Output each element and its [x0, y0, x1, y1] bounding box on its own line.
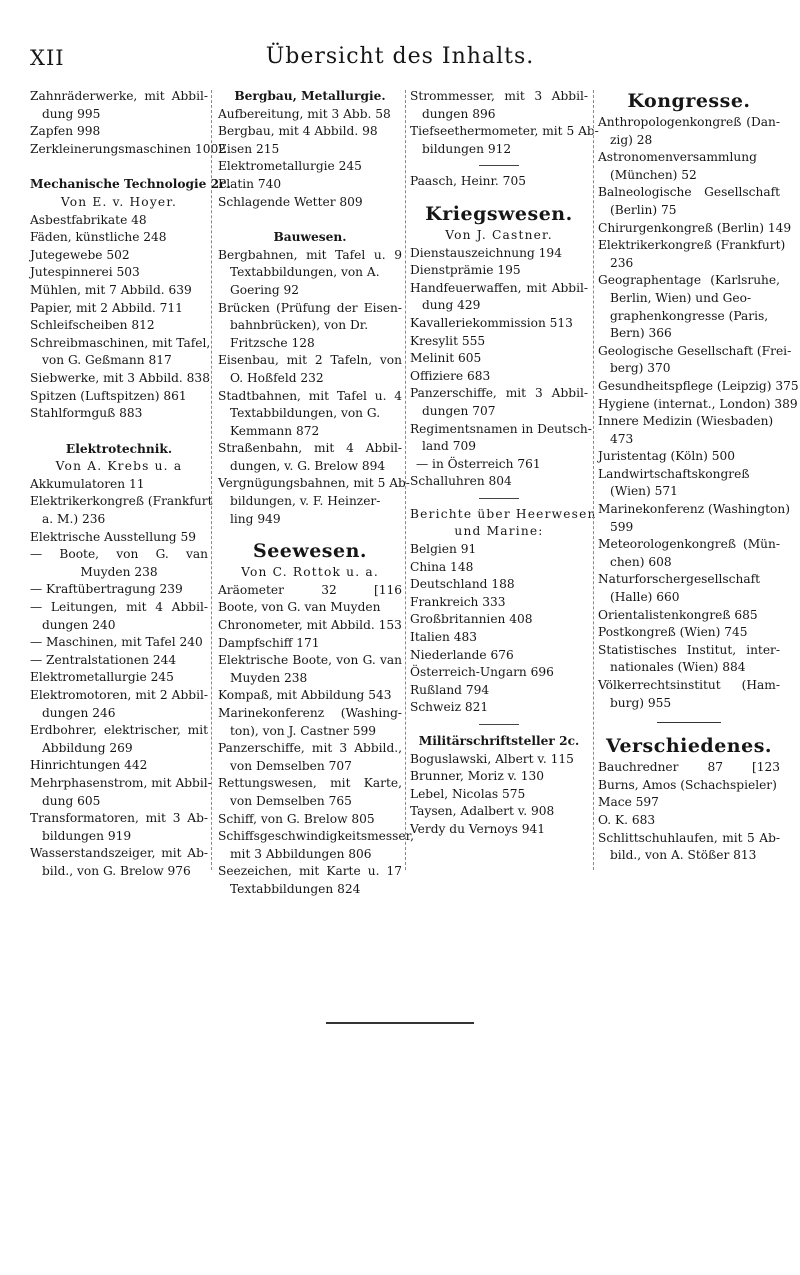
- index-entry: Paasch, Heinr. 705: [410, 174, 526, 189]
- index-entry: Innere Medizin (Wiesbaden): [598, 414, 774, 429]
- index-entry-continuation: Bern) 366: [610, 326, 672, 341]
- index-entry: Boguslawski, Albert v. 115: [410, 751, 574, 766]
- index-entry-continuation: 236: [610, 255, 634, 270]
- index-entry: Panzerschiffe, mit 3 Abbil-: [410, 386, 588, 401]
- index-entry: Schweiz 821: [410, 700, 489, 715]
- index-entry: Straßenbahn, mit 4 Abbil-: [218, 441, 402, 456]
- index-entry-continuation: bahnbrücken), von Dr.: [230, 318, 369, 333]
- index-entry: Landwirtschaftskongreß: [598, 466, 750, 481]
- index-entry: Schiffsgeschwindigkeitsmesser,: [218, 829, 414, 844]
- page-title: Übersicht des Inhalts.: [265, 44, 535, 69]
- spacer: [30, 423, 208, 433]
- index-entry-continuation: nationales (Wien) 884: [610, 660, 746, 675]
- section-heading-large: Verschiedenes.: [605, 735, 773, 758]
- spacer: [30, 158, 208, 168]
- index-entry-continuation: berg) 370: [610, 361, 671, 376]
- index-entry: Balneologische Gesellschaft: [598, 185, 780, 200]
- section-author: und Marine:: [454, 524, 544, 539]
- section-rule: [479, 165, 519, 166]
- index-entry: Marinekonferenz (Washing-: [218, 706, 402, 720]
- index-entry-continuation: graphenkongresse (Paris,: [610, 308, 769, 323]
- index-entry-continuation: burg) 955: [610, 695, 672, 710]
- index-entry: Elektrikerkongreß (Frankfurt: [30, 494, 213, 509]
- index-entry: Mühlen, mit 7 Abbild. 639: [30, 282, 192, 297]
- index-entry-continuation: dungen 240: [42, 617, 116, 632]
- index-entry: Aräometer 32 [116: [218, 582, 402, 597]
- index-entry: Akkumulatoren 11: [30, 476, 145, 491]
- index-entry: Elektrometallurgie 245: [218, 159, 362, 174]
- index-entry: Schalluhren 804: [410, 474, 512, 489]
- section-heading: Bauwesen.: [273, 230, 347, 245]
- index-entry: Boote, von G. van Muyden: [218, 600, 381, 615]
- index-entry: Brücken (Prüfung der Eisen-: [218, 300, 402, 315]
- index-entry: Schiff, von G. Brelow 805: [218, 811, 375, 826]
- section-rule: [479, 724, 519, 725]
- index-entry: Schreibmaschinen, mit Tafel,: [30, 335, 211, 350]
- index-entry: Meteorologenkongreß (Mün-: [598, 537, 780, 552]
- index-entry: Bergbahnen, mit Tafel u. 9: [218, 247, 402, 262]
- index-entry: Dienstauszeichnung 194: [410, 245, 562, 260]
- index-entry: Papier, mit 2 Abbild. 711: [30, 300, 183, 315]
- index-entry-continuation: ton), von J. Castner 599: [230, 723, 376, 738]
- index-entry: Geographentage (Karlsruhe,: [598, 273, 780, 288]
- index-entry: Jutespinnerei 503: [30, 265, 140, 280]
- index-entry: Geologische Gesellschaft (Frei-: [598, 343, 792, 358]
- index-entry-continuation: Muyden 238: [230, 670, 308, 685]
- section-heading: Mechanische Technologie 2c.: [30, 177, 231, 192]
- index-entry: Tiefseethermometer, mit 5 Ab-: [410, 124, 599, 139]
- index-entry-continuation: chen) 608: [610, 554, 672, 569]
- spacer: [410, 191, 588, 201]
- index-entry: Elektrikerkongreß (Frankfurt): [598, 238, 786, 253]
- section-author: Von C. Rottok u. a.: [241, 565, 379, 580]
- index-entry: — Kraftübertragung 239: [30, 582, 183, 597]
- index-entry-continuation: Berlin, Wien) und Geo-: [610, 290, 752, 305]
- index-entry: Seezeichen, mit Karte u. 17: [218, 864, 402, 879]
- index-entry: Aufbereitung, mit 3 Abb. 58: [218, 106, 391, 121]
- index-entry-continuation: von Demselben 765: [230, 793, 352, 808]
- index-entry: Platin 740: [218, 176, 282, 191]
- index-entry: Asbestfabrikate 48: [30, 212, 147, 227]
- index-entry: Zahnräderwerke, mit Abbil-: [30, 89, 208, 103]
- index-entry: O. K. 683: [598, 812, 656, 827]
- section-author: Von E. v. Hoyer.: [60, 194, 178, 209]
- section-rule: [657, 722, 721, 723]
- index-entry-continuation: Fritzsche 128: [230, 335, 315, 350]
- index-entry-continuation: land 709: [422, 439, 476, 454]
- index-entry: Chirurgenkongreß (Berlin) 149: [598, 220, 792, 235]
- index-entry: Schlagende Wetter 809: [218, 194, 363, 209]
- index-entry: Großbritannien 408: [410, 612, 533, 627]
- index-entry: Brunner, Moriz v. 130: [410, 769, 545, 784]
- index-entry: Kresylit 555: [410, 333, 486, 348]
- index-entry: Fäden, künstliche 248: [30, 230, 167, 245]
- end-rule: [326, 1022, 474, 1024]
- index-entry-continuation: Textabbildungen, von G.: [230, 406, 381, 421]
- index-entry: Statistisches Institut, inter-: [598, 642, 780, 657]
- index-entry: Wasserstandszeiger, mit Ab-: [30, 846, 208, 861]
- index-entry: — Zentralstationen 244: [30, 652, 177, 667]
- index-subentry: — in Österreich 761: [416, 456, 541, 471]
- index-entry: — Leitungen, mit 4 Abbil-: [30, 600, 208, 615]
- index-entry: Dampfschiff 171: [218, 635, 320, 650]
- index-entry-continuation: dungen, v. G. Brelow 894: [230, 458, 386, 473]
- index-entry: Bergbau, mit 4 Abbild. 98: [218, 124, 378, 139]
- index-column-3: [410, 88, 599, 839]
- index-entry: Niederlande 676: [410, 647, 514, 662]
- index-entry: Erdbohrer, elektrischer, mit: [30, 723, 208, 738]
- index-entry-continuation: O. Hoßfeld 232: [230, 370, 324, 385]
- index-entry: Eisen 215: [218, 141, 280, 156]
- index-entry: Stadtbahnen, mit Tafel u. 4: [218, 388, 402, 403]
- index-entry: Panzerschiffe, mit 3 Abbild.,: [218, 741, 402, 756]
- index-entry-continuation: mit 3 Abbildungen 806: [230, 846, 372, 861]
- index-entry: Lebel, Nicolas 575: [410, 786, 526, 801]
- index-entry: Zapfen 998: [30, 124, 101, 139]
- index-entry-continuation: Textabbildungen 824: [230, 881, 361, 896]
- index-entry: Italien 483: [410, 630, 477, 645]
- index-entry: Kavalleriekommission 513: [410, 315, 573, 330]
- index-entry: China 148: [410, 559, 474, 574]
- index-entry: Belgien 91: [410, 542, 477, 557]
- section-heading: Bergbau, Metallurgie.: [234, 89, 386, 103]
- index-entry-continuation: dung 429: [422, 298, 481, 313]
- index-entry: Deutschland 188: [410, 577, 515, 592]
- column-divider: [211, 90, 212, 870]
- index-entry-continuation: von Demselben 707: [230, 758, 352, 773]
- index-entry-continuation: dungen 707: [422, 403, 496, 418]
- index-entry: Rettungswesen, mit Karte,: [218, 776, 402, 791]
- page-number: XII: [30, 46, 65, 70]
- column-divider: [405, 90, 406, 870]
- index-entry-continuation: Kemmann 872: [230, 423, 320, 438]
- index-entry: Naturforschergesellschaft: [598, 572, 761, 587]
- index-entry: Melinit 605: [410, 351, 482, 366]
- index-entry: Elektrische Boote, von G. van: [218, 653, 402, 668]
- index-entry: Österreich-Ungarn 696: [410, 665, 554, 680]
- index-column-4: [598, 88, 799, 865]
- index-entry: Hinrichtungen 442: [30, 758, 148, 773]
- index-entry-continuation: Textabbildungen, von A.: [230, 265, 380, 280]
- index-entry: Zerkleinerungsmaschinen 1002: [30, 141, 226, 156]
- index-entry-continuation: bildungen 919: [42, 828, 132, 843]
- section-heading-large: Kongresse.: [627, 90, 751, 112]
- index-entry: Frankreich 333: [410, 594, 506, 609]
- index-entry: Elektrische Ausstellung 59: [30, 529, 196, 544]
- column-divider: [593, 90, 594, 870]
- index-entry: Anthropologenkongreß (Dan-: [598, 115, 780, 129]
- index-entry-continuation: bild., von A. Stößer 813: [610, 848, 757, 863]
- index-entry: — Boote, von G. van: [30, 547, 208, 562]
- index-entry: Siebwerke, mit 3 Abbild. 838: [30, 370, 210, 385]
- index-entry-continuation: bildungen, v. F. Heinzer-: [230, 494, 381, 509]
- section-heading-large: Kriegswesen.: [425, 202, 573, 225]
- index-entry: Schlittschuhlaufen, mit 5 Ab-: [598, 830, 780, 845]
- index-entry: Bauchredner 87 [123: [598, 760, 780, 775]
- index-entry: Hygiene (internat., London) 389: [598, 396, 798, 411]
- index-entry: Mehrphasenstrom, mit Abbil-: [30, 775, 212, 790]
- index-entry: Marinekonferenz (Washington): [598, 502, 790, 517]
- index-entry: Elektromotoren, mit 2 Abbil-: [30, 688, 208, 702]
- index-entry: Handfeuerwaffen, mit Abbil-: [410, 280, 588, 295]
- index-entry: Gesundheitspflege (Leipzig) 375: [598, 378, 799, 393]
- index-entry: Dienstprämie 195: [410, 263, 521, 278]
- index-entry-continuation: (Berlin) 75: [610, 202, 677, 217]
- index-entry: Juristentag (Köln) 500: [598, 449, 736, 464]
- index-entry: Kompaß, mit Abbildung 543: [218, 688, 392, 703]
- index-entry-continuation: ling 949: [230, 511, 281, 526]
- index-entry: Verdy du Vernoys 941: [410, 821, 545, 836]
- index-entry: Postkongreß (Wien) 745: [598, 625, 748, 640]
- index-entry: Regimentsnamen in Deutsch-: [410, 421, 592, 436]
- index-entry: Eisenbau, mit 2 Tafeln, von: [218, 353, 402, 368]
- index-entry: Mace 597: [598, 795, 659, 810]
- index-entry-continuation: Muyden 238: [80, 564, 158, 579]
- section-author: Berichte über Heerwesen: [410, 506, 597, 521]
- index-entry: Vergnügungsbahnen, mit 5 Ab-: [218, 476, 410, 491]
- index-entry: Spitzen (Luftspitzen) 861: [30, 388, 187, 403]
- index-entry-continuation: (Wien) 571: [610, 484, 678, 499]
- section-author: Von A. Krebs u. a: [55, 459, 183, 474]
- index-entry-continuation: dung 995: [42, 106, 101, 121]
- index-entry: Orientalistenkongreß 685: [598, 607, 758, 622]
- index-entry: Völkerrechtsinstitut (Ham-: [598, 678, 780, 692]
- index-entry: Elektrometallurgie 245: [30, 670, 174, 685]
- index-entry-continuation: (Halle) 660: [610, 590, 680, 605]
- index-entry: Offiziere 683: [410, 368, 491, 383]
- index-entry-continuation: dung 605: [42, 793, 101, 808]
- section-heading-large: Seewesen.: [252, 540, 368, 563]
- index-entry-continuation: dungen 246: [42, 705, 116, 720]
- index-entry: Transformatoren, mit 3 Ab-: [30, 811, 208, 826]
- index-entry: Rußland 794: [410, 682, 490, 697]
- section-heading: Militärschriftsteller 2c.: [418, 734, 580, 748]
- index-entry-continuation: 473: [610, 431, 634, 446]
- spacer: [218, 211, 402, 221]
- index-entry-continuation: a. M.) 236: [42, 512, 106, 527]
- index-entry: Strommesser, mit 3 Abbil-: [410, 89, 588, 103]
- index-column-1: [30, 88, 231, 881]
- index-entry-continuation: Goering 92: [230, 282, 300, 297]
- index-entry-continuation: (München) 52: [610, 167, 697, 182]
- section-rule: [479, 498, 519, 499]
- section-heading: Elektrotechnik.: [65, 441, 173, 456]
- index-entry-continuation: 599: [610, 519, 634, 534]
- index-entry: Stahlformguß 883: [30, 406, 143, 421]
- index-entry-continuation: bild., von G. Brelow 976: [42, 863, 191, 878]
- index-entry: Taysen, Adalbert v. 908: [410, 804, 555, 819]
- index-entry-continuation: dungen 896: [422, 106, 496, 121]
- index-entry-continuation: zig) 28: [610, 132, 653, 147]
- index-column-2: [218, 88, 414, 899]
- index-entry-continuation: Abbildung 269: [42, 740, 133, 755]
- index-entry-continuation: bildungen 912: [422, 141, 512, 156]
- index-entry: Astronomenversammlung: [598, 150, 757, 165]
- index-entry: Chronometer, mit Abbild. 153: [218, 618, 402, 633]
- index-entry-continuation: von G. Geßmann 817: [42, 353, 172, 368]
- index-entry: Burns, Amos (Schachspieler): [598, 777, 777, 792]
- index-entry: Schleifscheiben 812: [30, 318, 155, 333]
- index-entry: — Maschinen, mit Tafel 240: [30, 635, 203, 650]
- spacer: [218, 528, 402, 538]
- index-entry: Jutegewebe 502: [30, 247, 130, 262]
- section-author: Von J. Castner.: [445, 227, 553, 242]
